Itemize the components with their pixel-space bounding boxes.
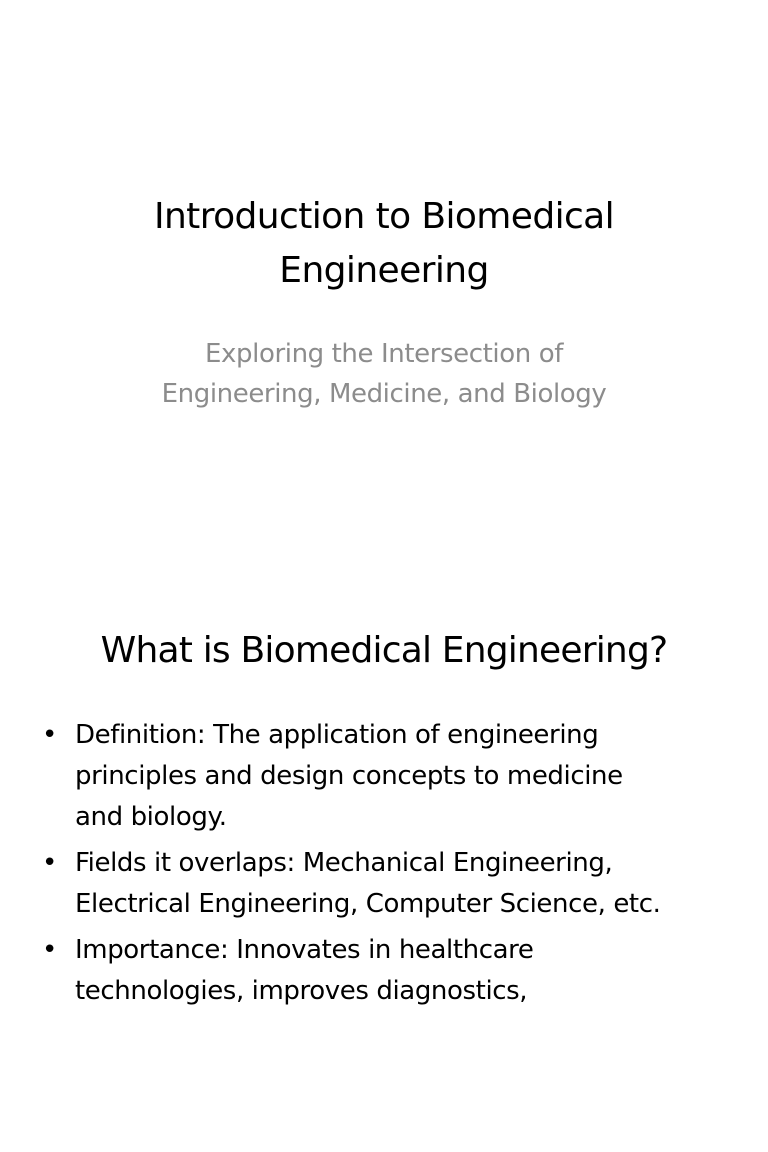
slide-title [60, 190, 708, 298]
bullet-icon: • [42, 720, 57, 750]
bullet-line: Electrical Engineering, Computer Science, etc. [75, 889, 661, 919]
bullet-line: Importance: Innovates in healthcare [75, 935, 534, 965]
slide-subtitle [60, 334, 708, 414]
slide-subtitle-line: Exploring the Intersection of [205, 339, 563, 369]
slide-title: What is Biomedical Engineering? [100, 630, 668, 671]
bullet-icon: • [42, 935, 57, 965]
bullet-line: and biology. [75, 802, 227, 832]
bullet-line: Definition: The application of engineering [75, 720, 599, 750]
bullet-item-definition [42, 715, 732, 838]
bullet-line: technologies, improves diagnostics, [75, 976, 528, 1006]
bullet-item-importance [42, 930, 732, 1012]
slide-title-line: Engineering [279, 250, 489, 291]
bullet-item-fields [42, 843, 732, 925]
bullet-list [42, 715, 732, 1017]
slide-subtitle-line: Engineering, Medicine, and Biology [161, 379, 607, 409]
bullet-text [75, 843, 732, 925]
content-slide [0, 576, 768, 1152]
bullet-text [75, 715, 732, 838]
bullet-line: principles and design concepts to medicine [75, 761, 623, 791]
bullet-text [75, 930, 732, 1012]
bullet-line: Fields it overlaps: Mechanical Engineering, [75, 848, 613, 878]
bullet-icon: • [42, 848, 57, 878]
slide-title-line: Introduction to Biomedical [153, 196, 615, 237]
